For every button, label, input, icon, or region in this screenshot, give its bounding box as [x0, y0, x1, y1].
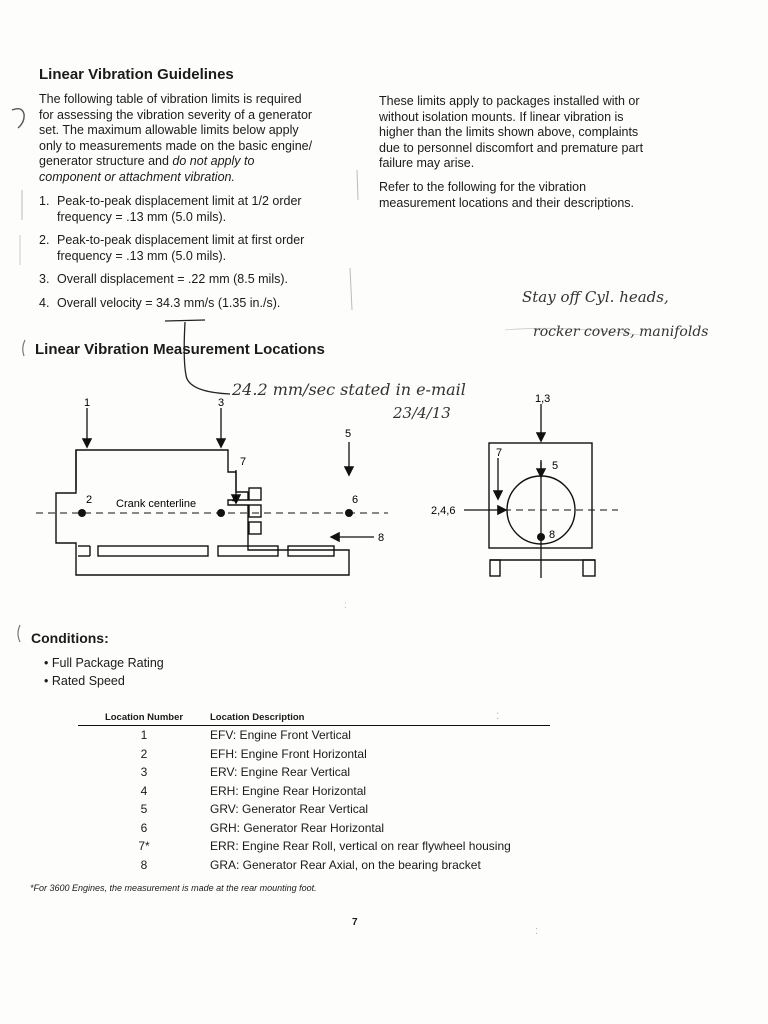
location-label: 3: [218, 397, 225, 409]
location-number-cell: 1: [140, 728, 148, 742]
location-label: 7: [496, 447, 503, 459]
location-description-cell: GRH: Generator Rear Horizontal: [210, 820, 385, 835]
location-description-cell: GRV: Generator Rear Vertical: [210, 802, 369, 816]
location-number-cell: 2: [140, 746, 148, 761]
measurement-point: [537, 533, 545, 541]
scan-speck: :: [344, 600, 347, 611]
location-description-cell: EFH: Engine Front Horizontal: [210, 746, 367, 761]
table-header-row: [78, 712, 550, 726]
location-label: 1,3: [535, 393, 551, 405]
condition-item: • Full Package Rating: [44, 656, 164, 670]
intro-line: generator structure and do not apply to: [39, 154, 255, 168]
location-label: 2: [86, 494, 93, 506]
table-row: [78, 745, 550, 764]
conditions-list: [44, 654, 164, 690]
location-number-cell: 7*: [138, 839, 150, 853]
intro-line: for assessing the vibration severity of a generator: [39, 107, 313, 122]
table-row: [78, 763, 550, 782]
scan-speck: :: [496, 708, 500, 722]
table-row: [78, 837, 550, 856]
measurement-point: [78, 509, 86, 517]
location-number-cell: 6: [140, 820, 148, 835]
table-row: [78, 800, 550, 819]
location-number-cell: 5: [140, 802, 148, 816]
crank-centerline-label: Crank centerline: [116, 498, 197, 510]
guidelines-right-para2: Refer to the following for the vibration measurement locations and their descriptions.: [379, 180, 634, 210]
measurement-point: [217, 509, 225, 517]
limit-item: 1. Peak-to-peak displacement limit at 1/2 order frequency = .13 mm (5.0 mils).: [39, 194, 302, 224]
limit-item: 4. Overall velocity = 34.3 mm/s (1.35 in./s).: [39, 295, 281, 310]
table-footnote: *For 3600 Engines, the measurement is made at the rear mounting foot.: [30, 883, 317, 893]
table-row: [78, 726, 550, 745]
location-number-cell: 8: [140, 857, 148, 872]
locations-title: Linear Vibration Measurement Locations: [35, 341, 325, 358]
location-label: 4: [232, 494, 239, 506]
location-number-cell: 3: [140, 765, 148, 779]
location-number-cell: 4: [140, 783, 148, 798]
location-label: 5: [345, 428, 352, 440]
table-row: [78, 819, 550, 838]
location-description-cell: EFV: Engine Front Vertical: [210, 728, 351, 742]
handwritten-note-velocity: 24.2 mm/sec stated in e-mail: [232, 380, 466, 399]
location-label: 8: [378, 532, 385, 544]
intro-line: set. The maximum allowable limits below apply: [39, 123, 299, 137]
scan-speck: :: [535, 925, 539, 937]
intro-line: only to measurements made on the basic engine/: [39, 138, 313, 153]
guidelines-title: Linear Vibration Guidelines: [39, 66, 234, 83]
location-label: 1: [84, 397, 91, 409]
limit-item: 2. Peak-to-peak displacement limit at first order frequency = .13 mm (5.0 mils).: [39, 233, 305, 263]
column-header-description: Location Description: [210, 712, 550, 726]
measurement-diagram: [0, 380, 768, 590]
guidelines-right-para1: These limits apply to packages installed with or without isolation mounts. If linear vibration is higher than the limits shown above, complaints due to personnel discomfort and premature part failure may arise.: [379, 94, 644, 170]
table-row: [78, 782, 550, 801]
location-label: 8: [549, 529, 556, 541]
location-description-cell: ERR: Engine Rear Roll, vertical on rear flywheel housing: [210, 839, 511, 853]
handwritten-note-location: Stay off Cyl. heads,: [522, 288, 669, 306]
location-label: 6: [352, 494, 359, 506]
location-description-cell: GRA: Generator Rear Axial, on the bearing bracket: [210, 857, 481, 872]
location-description-cell: ERV: Engine Rear Vertical: [210, 765, 351, 779]
location-table: [78, 712, 550, 874]
handwritten-note-location: rocker covers, manifolds: [533, 324, 709, 340]
column-header-number: Location Number: [78, 712, 210, 726]
conditions-title: Conditions:: [31, 630, 109, 646]
location-label: 5: [552, 460, 559, 472]
page-number: 7: [352, 917, 358, 928]
intro-line: component or attachment vibration.: [39, 169, 235, 184]
limit-item: 3. Overall displacement = .22 mm (8.5 mils).: [39, 272, 288, 286]
handwritten-note-date: 23/4/13: [393, 404, 451, 422]
location-description-cell: ERH: Engine Rear Horizontal: [210, 783, 367, 798]
condition-item: • Rated Speed: [44, 674, 125, 688]
table-row: [78, 856, 550, 875]
measurement-point: [345, 509, 353, 517]
intro-line: The following table of vibration limits is required: [39, 92, 302, 106]
location-label: 7: [240, 456, 247, 468]
location-label: 2,4,6: [431, 505, 456, 517]
